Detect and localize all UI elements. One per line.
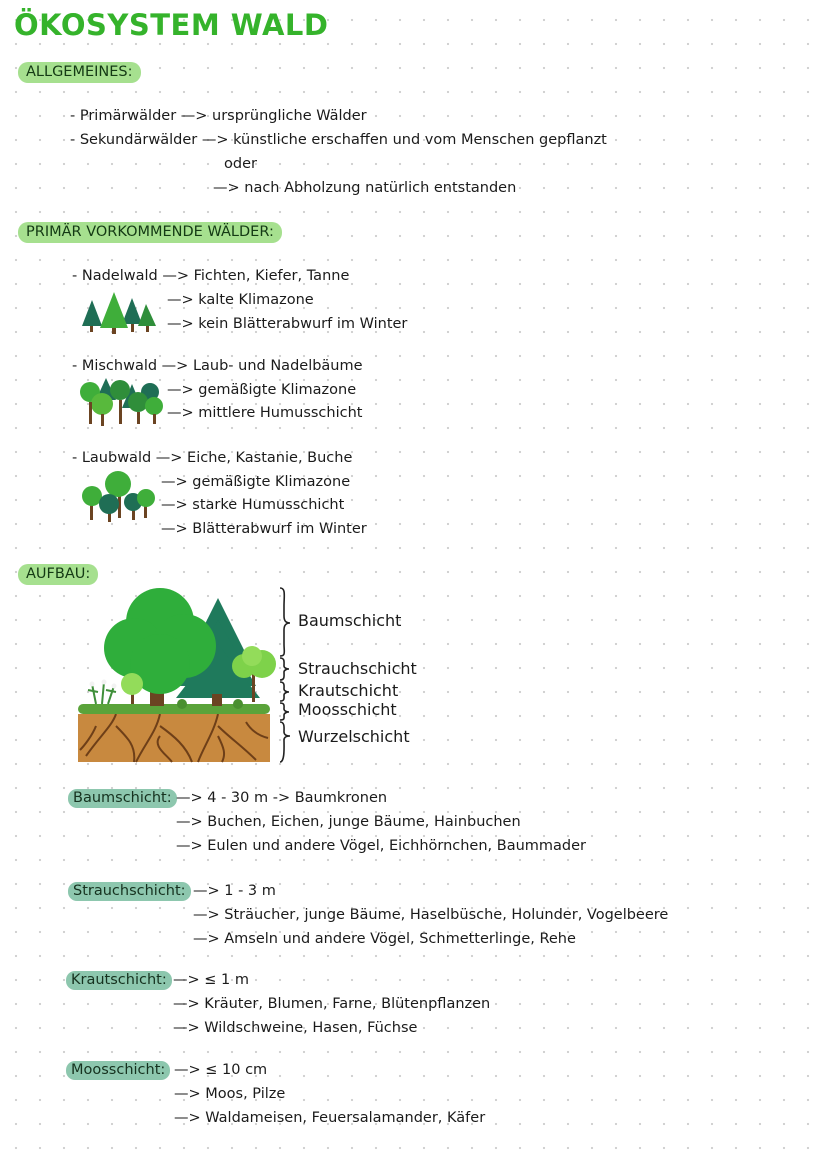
sublabel-moosschicht: Moosschicht: xyxy=(66,1061,170,1080)
text-line: —> mittlere Humusschicht xyxy=(167,405,363,421)
text-line: —> Moos, Pilze xyxy=(174,1086,286,1102)
text-line: oder xyxy=(224,156,257,172)
text-line: - Sekundärwälder —> künstliche erschaffen und vom Menschen gepflanzt xyxy=(70,132,607,148)
layer-label: Baumschicht xyxy=(298,611,402,630)
text-line: —> ≤ 10 cm xyxy=(174,1062,268,1078)
layer-braces xyxy=(278,586,292,766)
section-heading-aufbau: AUFBAU: xyxy=(18,564,98,585)
sublabel-baumschicht: Baumschicht: xyxy=(68,789,177,808)
text-line: - Laubwald —> Eiche, Kastanie, Buche xyxy=(72,450,353,466)
text-line: —> kalte Klimazone xyxy=(167,292,314,308)
layer-label: Krautschicht xyxy=(298,681,399,700)
page-title: ÖKOSYSTEM WALD xyxy=(14,8,329,42)
text-line: - Primärwälder —> ursprüngliche Wälder xyxy=(70,108,367,124)
text-line: —> Blätterabwurf im Winter xyxy=(161,521,367,537)
forest-layers-illustration xyxy=(76,586,276,766)
conifer-forest-icon xyxy=(80,290,160,336)
layer-label: Wurzelschicht xyxy=(298,727,410,746)
text-line: —> Wildschweine, Hasen, Füchse xyxy=(173,1020,418,1036)
text-line: —> Buchen, Eichen, junge Bäume, Hainbuchen xyxy=(176,814,521,830)
text-line: —> nach Abholzung natürlich entstanden xyxy=(213,180,517,196)
text-line: —> 4 - 30 m -> Baumkronen xyxy=(176,790,388,806)
text-line: —> Waldameisen, Feuersalamander, Käfer xyxy=(174,1110,486,1126)
text-line: —> 1 - 3 m xyxy=(193,883,276,899)
mixed-forest-icon xyxy=(80,378,164,428)
text-line: —> Sträucher, junge Bäume, Haselbüsche, Holunder, Vogelbeere xyxy=(193,907,669,923)
text-line: —> kein Blätterabwurf im Winter xyxy=(167,316,408,332)
deciduous-forest-icon xyxy=(80,470,160,524)
layer-label: Moosschicht xyxy=(298,700,397,719)
sublabel-strauchschicht: Strauchschicht: xyxy=(68,882,191,901)
layer-label: Strauchschicht xyxy=(298,659,417,678)
text-line: —> Kräuter, Blumen, Farne, Blütenpflanzen xyxy=(173,996,491,1012)
text-line: —> gemäßigte Klimazone xyxy=(167,382,357,398)
section-heading-primaer: PRIMÄR VORKOMMENDE WÄLDER: xyxy=(18,222,282,243)
text-line: —> gemäßigte Klimazone xyxy=(161,474,351,490)
text-line: —> Eulen und andere Vögel, Eichhörnchen, Baummader xyxy=(176,838,587,854)
text-line: - Nadelwald —> Fichten, Kiefer, Tanne xyxy=(72,268,350,284)
text-line: —> starke Humusschicht xyxy=(161,497,345,513)
section-heading-allgemeines: ALLGEMEINES: xyxy=(18,62,141,83)
text-line: —> ≤ 1 m xyxy=(173,972,249,988)
text-line: —> Amseln und andere Vögel, Schmetterlinge, Rehe xyxy=(193,931,576,947)
sublabel-krautschicht: Krautschicht: xyxy=(66,971,172,990)
text-line: - Mischwald —> Laub- und Nadelbäume xyxy=(72,358,363,374)
